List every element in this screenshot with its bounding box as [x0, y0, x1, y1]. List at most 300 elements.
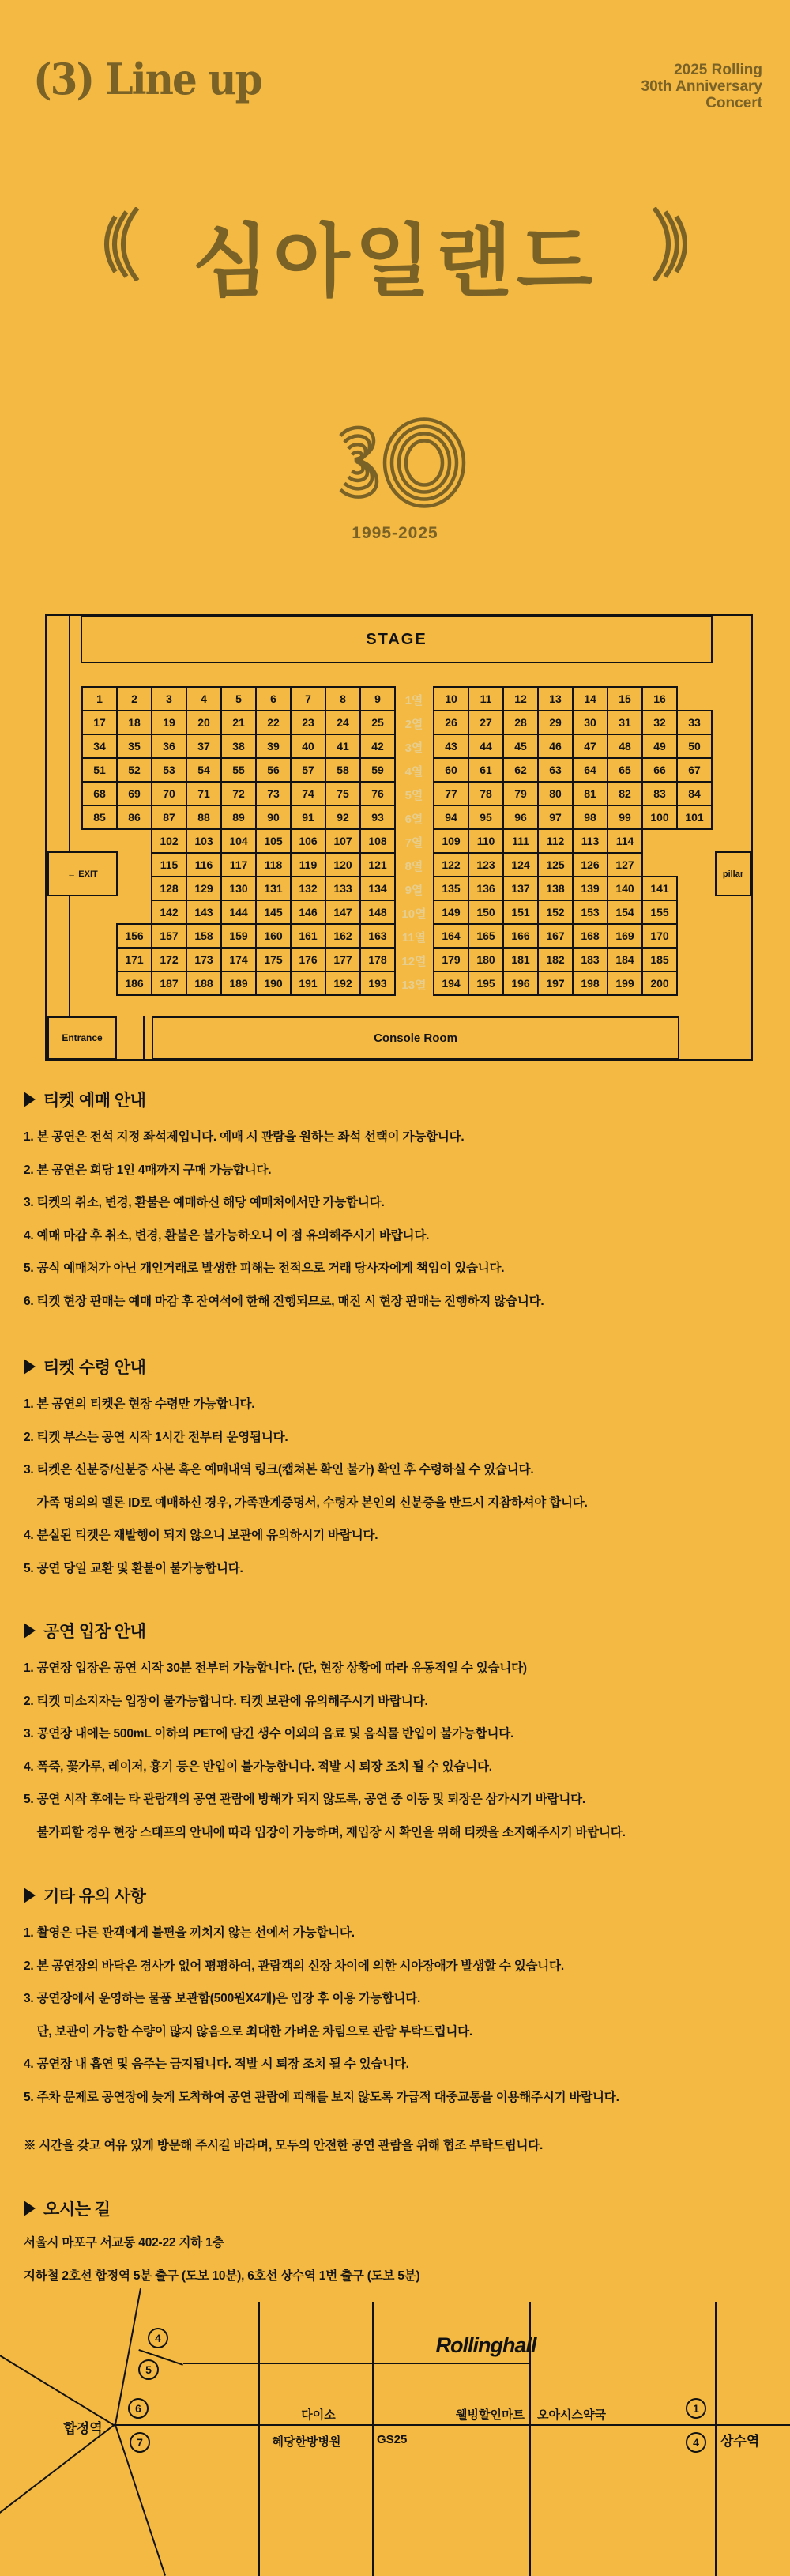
brand-logo: (3) Line up — [33, 54, 261, 104]
section-header — [24, 1355, 145, 1379]
section-item: 3. 티켓은 신분증/신분증 사본 혹은 예매내역 링크(캡쳐본 확인 불가) 확인 후 수령하실 수 있습니다. — [24, 1463, 534, 1477]
section-item: 3. 티켓의 취소, 변경, 환불은 예매하신 해당 예매처에서만 가능합니다. — [24, 1196, 385, 1209]
seat-map-wall-line — [69, 616, 70, 1059]
seat-cell: 146 — [290, 900, 326, 925]
seat-cell: 120 — [325, 852, 361, 877]
section-item: 2. 티켓 부스는 공연 시작 1시간 전부터 운영됩니다. — [24, 1430, 288, 1444]
seat-cell: 44 — [468, 734, 504, 759]
seat-cell: 24 — [325, 710, 361, 735]
section-item: 1. 본 공연의 티켓은 현장 수령만 가능합니다. — [24, 1397, 255, 1411]
road-vertical-4 — [715, 2302, 717, 2576]
seat-block — [151, 900, 396, 925]
seat-cell: 7 — [290, 686, 326, 711]
seat-cell: 121 — [359, 852, 396, 877]
seat-block — [81, 686, 396, 711]
section-item: 5. 공연 당일 교환 및 환불이 불가능합니다. — [24, 1561, 243, 1575]
seat-cell: 127 — [607, 852, 643, 877]
subway-exit-number: 4 — [148, 2328, 168, 2348]
seat-cell: 169 — [607, 923, 643, 949]
seat-cell: 184 — [607, 947, 643, 972]
section-marker-icon — [24, 1359, 36, 1375]
seat-cell: 161 — [290, 923, 326, 949]
seat-block — [116, 971, 396, 996]
seat-cell: 59 — [359, 757, 396, 783]
subway-exit-number: 1 — [686, 2398, 706, 2419]
section-item: 4. 공연장 내 흡연 및 음주는 금지됩니다. 적발 시 퇴장 조치 될 수 있습니다. — [24, 2057, 409, 2071]
seat-cell: 166 — [502, 923, 539, 949]
seat-cell: 101 — [676, 805, 713, 830]
seat-cell: 170 — [641, 923, 678, 949]
seat-cell: 111 — [502, 828, 539, 854]
seat-cell: 43 — [433, 734, 469, 759]
section-title: 티켓 예매 안내 — [43, 1092, 146, 1110]
seat-cell: 102 — [151, 828, 187, 854]
section-marker-icon — [24, 1623, 36, 1639]
seat-cell: 41 — [325, 734, 361, 759]
seat-cell: 2 — [116, 686, 152, 711]
row-label: 5열 — [404, 789, 423, 802]
seat-cell: 152 — [537, 900, 574, 925]
seat-cell: 124 — [502, 852, 539, 877]
seat-cell: 54 — [186, 757, 222, 783]
section-item: 5. 공식 예매처가 아닌 개인거래로 발생한 피해는 전적으로 거래 당사자에게 책임이 있습니다. — [24, 1262, 505, 1275]
seat-cell: 70 — [151, 781, 187, 806]
seat-cell: 179 — [433, 947, 469, 972]
seat-block — [433, 781, 713, 806]
seat-cell: 162 — [325, 923, 361, 949]
seat-cell: 37 — [186, 734, 222, 759]
row-label: 3열 — [404, 741, 423, 755]
road-vertical-2 — [372, 2302, 374, 2576]
seat-cell: 105 — [255, 828, 292, 854]
seat-cell: 126 — [572, 852, 608, 877]
seat-cell: 47 — [572, 734, 608, 759]
seat-cell: 165 — [468, 923, 504, 949]
seat-cell: 113 — [572, 828, 608, 854]
seat-cell: 39 — [255, 734, 292, 759]
section-item: 단, 보관이 가능한 수량이 많지 않음으로 최대한 가벼운 차림으로 관람 부탁드립니다. — [24, 2024, 472, 2039]
seat-cell: 61 — [468, 757, 504, 783]
seat-cell: 139 — [572, 876, 608, 901]
seat-cell: 19 — [151, 710, 187, 735]
section-item: 5. 공연 시작 후에는 타 관람객의 공연 관람에 방해가 되지 않도록, 공연 중 이동 및 퇴장은 삼가시기 바랍니다. — [24, 1793, 586, 1806]
seat-cell: 22 — [255, 710, 292, 735]
seat-cell: 153 — [572, 900, 608, 925]
seat-block — [433, 876, 678, 901]
seat-cell: 195 — [468, 971, 504, 996]
seat-cell: 132 — [290, 876, 326, 901]
seat-cell: 198 — [572, 971, 608, 996]
seat-block — [433, 900, 678, 925]
exit-box: ← EXIT — [47, 851, 118, 896]
seat-cell: 136 — [468, 876, 504, 901]
section-item: 4. 분실된 티켓은 재발행이 되지 않으니 보관에 유의하시기 바랍니다. — [24, 1529, 378, 1542]
seat-block — [81, 757, 396, 783]
console-room-box: Console Room — [152, 1016, 679, 1059]
seat-cell: 194 — [433, 971, 469, 996]
seat-cell: 149 — [433, 900, 469, 925]
seat-cell: 86 — [116, 805, 152, 830]
seat-cell: 196 — [502, 971, 539, 996]
seat-cell: 190 — [255, 971, 292, 996]
directions-title: 오시는 길 — [43, 2201, 111, 2219]
seat-cell: 33 — [676, 710, 713, 735]
seat-cell: 106 — [290, 828, 326, 854]
road-vertical-1 — [258, 2302, 260, 2576]
seat-cell: 14 — [572, 686, 608, 711]
row-label: 1열 — [404, 694, 423, 707]
seat-cell: 188 — [186, 971, 222, 996]
seat-cell: 21 — [220, 710, 257, 735]
seat-cell: 68 — [81, 781, 118, 806]
section-title: 공연 입장 안내 — [43, 1623, 146, 1641]
seat-cell: 182 — [537, 947, 574, 972]
map-landmark-hospital: 혜당한방병원 — [272, 2435, 341, 2449]
section-item: 가족 명의의 멜론 ID로 예매하신 경우, 가족관계증명서, 수령자 본인의 신분증을 반드시 지참하셔야 합니다. — [24, 1495, 588, 1510]
station-sangsu: 상수역 — [720, 2434, 760, 2449]
seat-cell: 10 — [433, 686, 469, 711]
seat-cell: 31 — [607, 710, 643, 735]
seat-cell: 80 — [537, 781, 574, 806]
section-item: 2. 티켓 미소지자는 입장이 불가능합니다. 티켓 보관에 유의해주시기 바랍니다. — [24, 1694, 428, 1708]
seat-cell: 147 — [325, 900, 361, 925]
entrance-box: Entrance — [47, 1016, 117, 1059]
seat-cell: 3 — [151, 686, 187, 711]
seat-cell: 164 — [433, 923, 469, 949]
seat-cell: 157 — [151, 923, 187, 949]
seat-cell: 40 — [290, 734, 326, 759]
seat-cell: 159 — [220, 923, 257, 949]
seat-cell: 167 — [537, 923, 574, 949]
section-item: 1. 본 공연은 전석 지정 좌석제입니다. 예매 시 관람을 원하는 좌석 선택이 가능합니다. — [24, 1130, 465, 1144]
seat-cell: 180 — [468, 947, 504, 972]
seat-cell: 42 — [359, 734, 396, 759]
road-diagonal-left-lower — [0, 2423, 115, 2514]
seat-cell: 15 — [607, 686, 643, 711]
seat-cell: 74 — [290, 781, 326, 806]
page-title: 심아일랜드 — [192, 217, 598, 306]
section-title: 티켓 수령 안내 — [43, 1359, 146, 1377]
seat-cell: 48 — [607, 734, 643, 759]
seat-cell: 28 — [502, 710, 539, 735]
seat-cell: 60 — [433, 757, 469, 783]
seat-block — [433, 971, 678, 996]
seat-cell: 29 — [537, 710, 574, 735]
seat-block — [433, 757, 713, 783]
event-title — [641, 62, 762, 111]
seat-cell: 107 — [325, 828, 361, 854]
event-line-2: 30th Anniversary — [641, 78, 762, 95]
seat-cell: 141 — [641, 876, 678, 901]
seat-cell: 128 — [151, 876, 187, 901]
seat-cell: 193 — [359, 971, 396, 996]
seat-cell: 51 — [81, 757, 118, 783]
seat-cell: 64 — [572, 757, 608, 783]
row-label: 2열 — [404, 718, 423, 731]
seat-cell: 168 — [572, 923, 608, 949]
seat-cell: 172 — [151, 947, 187, 972]
seat-cell: 72 — [220, 781, 257, 806]
seat-cell: 118 — [255, 852, 292, 877]
seat-cell: 35 — [116, 734, 152, 759]
section-item: 4. 폭죽, 꽃가루, 레이저, 흉기 등은 반입이 불가능합니다. 적발 시 퇴장 조치 될 수 있습니다. — [24, 1759, 492, 1774]
seat-cell: 123 — [468, 852, 504, 877]
map-landmark-mart: 웰빙할인마트 — [456, 2408, 525, 2422]
seat-cell: 17 — [81, 710, 118, 735]
seat-cell: 46 — [537, 734, 574, 759]
seat-cell: 109 — [433, 828, 469, 854]
seat-cell: 52 — [116, 757, 152, 783]
section-item: 불가피할 경우 현장 스태프의 안내에 따라 입장이 가능하며, 재입장 시 확인을 위해 티켓을 소지해주시기 바랍니다. — [24, 1825, 626, 1839]
seat-cell: 116 — [186, 852, 222, 877]
seat-cell: 93 — [359, 805, 396, 830]
seat-cell: 97 — [537, 805, 574, 830]
directions-header — [24, 2197, 110, 2220]
seat-cell: 151 — [502, 900, 539, 925]
seat-block — [433, 828, 643, 854]
seat-cell: 1 — [81, 686, 118, 711]
seat-cell: 9 — [359, 686, 396, 711]
seat-map — [45, 614, 753, 1061]
seat-block — [81, 710, 396, 735]
seat-cell: 115 — [151, 852, 187, 877]
seat-cell: 73 — [255, 781, 292, 806]
seat-cell: 49 — [641, 734, 678, 759]
seat-cell: 79 — [502, 781, 539, 806]
event-line-1: 2025 Rolling — [674, 62, 762, 78]
seat-cell: 71 — [186, 781, 222, 806]
venue-address: 서울시 마포구 서교동 402-22 지하 1층 — [24, 2236, 224, 2250]
seat-cell: 144 — [220, 900, 257, 925]
section-marker-icon — [24, 1888, 36, 1903]
seat-cell: 30 — [572, 710, 608, 735]
seat-cell: 87 — [151, 805, 187, 830]
seat-cell: 23 — [290, 710, 326, 735]
seat-block — [433, 805, 713, 830]
seat-cell: 158 — [186, 923, 222, 949]
seat-cell: 160 — [255, 923, 292, 949]
seat-cell: 56 — [255, 757, 292, 783]
section-item: 6. 티켓 현장 판매는 예매 마감 후 잔여석에 한해 진행되므로, 매진 시 현장 판매는 진행하지 않습니다. — [24, 1294, 544, 1308]
section-item: 2. 본 공연장의 바닥은 경사가 없어 평평하여, 관람객의 신장 차이에 의한 시야장애가 발생할 수 있습니다. — [24, 1959, 564, 1973]
seat-cell: 122 — [433, 852, 469, 877]
seat-cell: 5 — [220, 686, 257, 711]
seat-cell: 36 — [151, 734, 187, 759]
seat-cell: 119 — [290, 852, 326, 877]
seat-cell: 130 — [220, 876, 257, 901]
seat-cell: 78 — [468, 781, 504, 806]
seat-cell: 175 — [255, 947, 292, 972]
seat-cell: 140 — [607, 876, 643, 901]
seat-cell: 12 — [502, 686, 539, 711]
seat-cell: 155 — [641, 900, 678, 925]
seat-cell: 131 — [255, 876, 292, 901]
seat-cell: 103 — [186, 828, 222, 854]
section-item: 1. 공연장 입장은 공연 시작 30분 전부터 가능합니다. (단, 현장 상황에 따라 유동적일 수 있습니다) — [24, 1661, 527, 1675]
row-label: 13열 — [401, 979, 427, 992]
seat-cell: 92 — [325, 805, 361, 830]
seat-block — [433, 686, 678, 711]
seat-cell: 176 — [290, 947, 326, 972]
seat-cell: 75 — [325, 781, 361, 806]
row-label: 7열 — [404, 836, 423, 850]
seat-cell: 88 — [186, 805, 222, 830]
seat-cell: 199 — [607, 971, 643, 996]
map-landmark-gs25: GS25 — [377, 2433, 408, 2446]
seat-block — [433, 852, 643, 877]
map-landmark-pharmacy: 오아시스약국 — [537, 2408, 606, 2422]
row-label: 6열 — [404, 813, 423, 826]
road-diagonal-left-upper — [0, 2355, 115, 2427]
seat-cell: 200 — [641, 971, 678, 996]
seat-cell: 20 — [186, 710, 222, 735]
seat-cell: 16 — [641, 686, 678, 711]
seat-cell: 11 — [468, 686, 504, 711]
seat-cell: 50 — [676, 734, 713, 759]
subway-exit-number: 5 — [138, 2359, 159, 2380]
seat-cell: 82 — [607, 781, 643, 806]
seat-cell: 134 — [359, 876, 396, 901]
seat-cell: 13 — [537, 686, 574, 711]
section-item: 3. 공연장에서 운영하는 물품 보관함(500원X4개)은 입장 후 이용 가능합니다. — [24, 1992, 421, 2005]
seat-cell: 135 — [433, 876, 469, 901]
seat-block — [151, 828, 396, 854]
section-item: 2. 본 공연은 회당 1인 4매까지 구매 가능합니다. — [24, 1163, 272, 1177]
seat-cell: 63 — [537, 757, 574, 783]
seat-block — [433, 710, 713, 735]
seat-cell: 114 — [607, 828, 643, 854]
anniversary-30-logo-icon — [320, 416, 470, 509]
seat-cell: 18 — [116, 710, 152, 735]
seat-cell: 177 — [325, 947, 361, 972]
section-item: 3. 공연장 내에는 500mL 이하의 PET에 담긴 생수 이외의 음료 및 음식물 반입이 불가능합니다. — [24, 1727, 514, 1741]
seat-cell: 67 — [676, 757, 713, 783]
seat-cell: 66 — [641, 757, 678, 783]
row-label: 4열 — [404, 765, 423, 779]
seat-block — [81, 805, 396, 830]
seat-cell: 6 — [255, 686, 292, 711]
seat-cell: 129 — [186, 876, 222, 901]
seat-cell: 181 — [502, 947, 539, 972]
seat-cell: 154 — [607, 900, 643, 925]
seat-cell: 65 — [607, 757, 643, 783]
seat-cell: 100 — [641, 805, 678, 830]
section-item: 5. 주차 문제로 공연장에 늦게 도착하여 공연 관람에 피해를 보지 않도록 가급적 대중교통을 이용해주시기 바랍니다. — [24, 2090, 619, 2104]
seat-cell: 183 — [572, 947, 608, 972]
seat-cell: 25 — [359, 710, 396, 735]
seat-cell: 137 — [502, 876, 539, 901]
road-main-horizontal — [115, 2424, 790, 2426]
section-item: 4. 예매 마감 후 취소, 변경, 환불은 불가능하오니 이 점 유의해주시기 바랍니다. — [24, 1228, 430, 1243]
seat-cell: 81 — [572, 781, 608, 806]
seat-cell: 178 — [359, 947, 396, 972]
seat-cell: 173 — [186, 947, 222, 972]
seat-block — [81, 781, 396, 806]
seat-block — [151, 876, 396, 901]
seat-cell: 163 — [359, 923, 396, 949]
seat-block — [433, 923, 678, 949]
seat-block — [433, 947, 678, 972]
row-label: 11열 — [401, 931, 427, 945]
seat-cell: 117 — [220, 852, 257, 877]
seat-block — [151, 852, 396, 877]
pillar-box: pillar — [715, 851, 751, 896]
seat-cell: 62 — [502, 757, 539, 783]
safety-notice: ※ 시간을 갖고 여유 있게 방문해 주시길 바라며, 모두의 안전한 공연 관람을 위해 협조 부탁드립니다. — [24, 2139, 544, 2152]
anniversary-years: 1995-2025 — [352, 524, 438, 542]
seat-cell: 197 — [537, 971, 574, 996]
subway-exit-number: 6 — [128, 2398, 149, 2419]
row-label: 12열 — [401, 955, 427, 968]
seat-cell: 95 — [468, 805, 504, 830]
section-item: 1. 촬영은 다른 관객에게 불편을 끼치지 않는 선에서 가능합니다. — [24, 1926, 355, 1940]
seat-cell: 108 — [359, 828, 396, 854]
seat-cell: 186 — [116, 971, 152, 996]
section-header — [24, 1088, 145, 1111]
row-label: 9열 — [404, 884, 423, 897]
seat-cell: 57 — [290, 757, 326, 783]
seat-block — [433, 734, 713, 759]
subway-exit-number: 4 — [686, 2432, 706, 2453]
seat-cell: 171 — [116, 947, 152, 972]
seat-cell: 94 — [433, 805, 469, 830]
console-divider-line — [143, 1016, 145, 1059]
seat-cell: 53 — [151, 757, 187, 783]
seat-cell: 34 — [81, 734, 118, 759]
seat-cell: 45 — [502, 734, 539, 759]
seat-cell: 150 — [468, 900, 504, 925]
section-header — [24, 1619, 145, 1643]
seat-cell: 27 — [468, 710, 504, 735]
seat-cell: 4 — [186, 686, 222, 711]
seat-cell: 187 — [151, 971, 187, 996]
venue-block-line — [183, 2363, 529, 2364]
seat-cell: 191 — [290, 971, 326, 996]
seat-cell: 156 — [116, 923, 152, 949]
section-title: 기타 유의 사항 — [43, 1888, 146, 1906]
seat-cell: 69 — [116, 781, 152, 806]
seat-cell: 84 — [676, 781, 713, 806]
seat-cell: 77 — [433, 781, 469, 806]
seat-cell: 91 — [290, 805, 326, 830]
seat-block — [81, 734, 396, 759]
seat-cell: 85 — [81, 805, 118, 830]
seat-cell: 8 — [325, 686, 361, 711]
seat-cell: 83 — [641, 781, 678, 806]
section-marker-icon — [24, 2201, 36, 2216]
seat-cell: 112 — [537, 828, 574, 854]
seat-cell: 55 — [220, 757, 257, 783]
venue-name: Rollinghall — [435, 2333, 536, 2357]
seat-cell: 26 — [433, 710, 469, 735]
seat-cell: 189 — [220, 971, 257, 996]
seat-cell: 125 — [537, 852, 574, 877]
seat-cell: 98 — [572, 805, 608, 830]
seat-cell: 145 — [255, 900, 292, 925]
subway-directions: 지하철 2호선 합정역 5분 출구 (도보 10분), 6호선 상수역 1번 출구 (도보 5분) — [24, 2269, 420, 2283]
seat-cell: 32 — [641, 710, 678, 735]
row-label: 10열 — [401, 907, 427, 921]
seat-cell: 89 — [220, 805, 257, 830]
seat-cell: 133 — [325, 876, 361, 901]
row-label: 8열 — [404, 860, 423, 873]
seat-cell: 90 — [255, 805, 292, 830]
seat-cell: 174 — [220, 947, 257, 972]
seat-block — [116, 923, 396, 949]
seat-cell: 138 — [537, 876, 574, 901]
seat-cell: 148 — [359, 900, 396, 925]
event-line-3: Concert — [705, 95, 762, 111]
